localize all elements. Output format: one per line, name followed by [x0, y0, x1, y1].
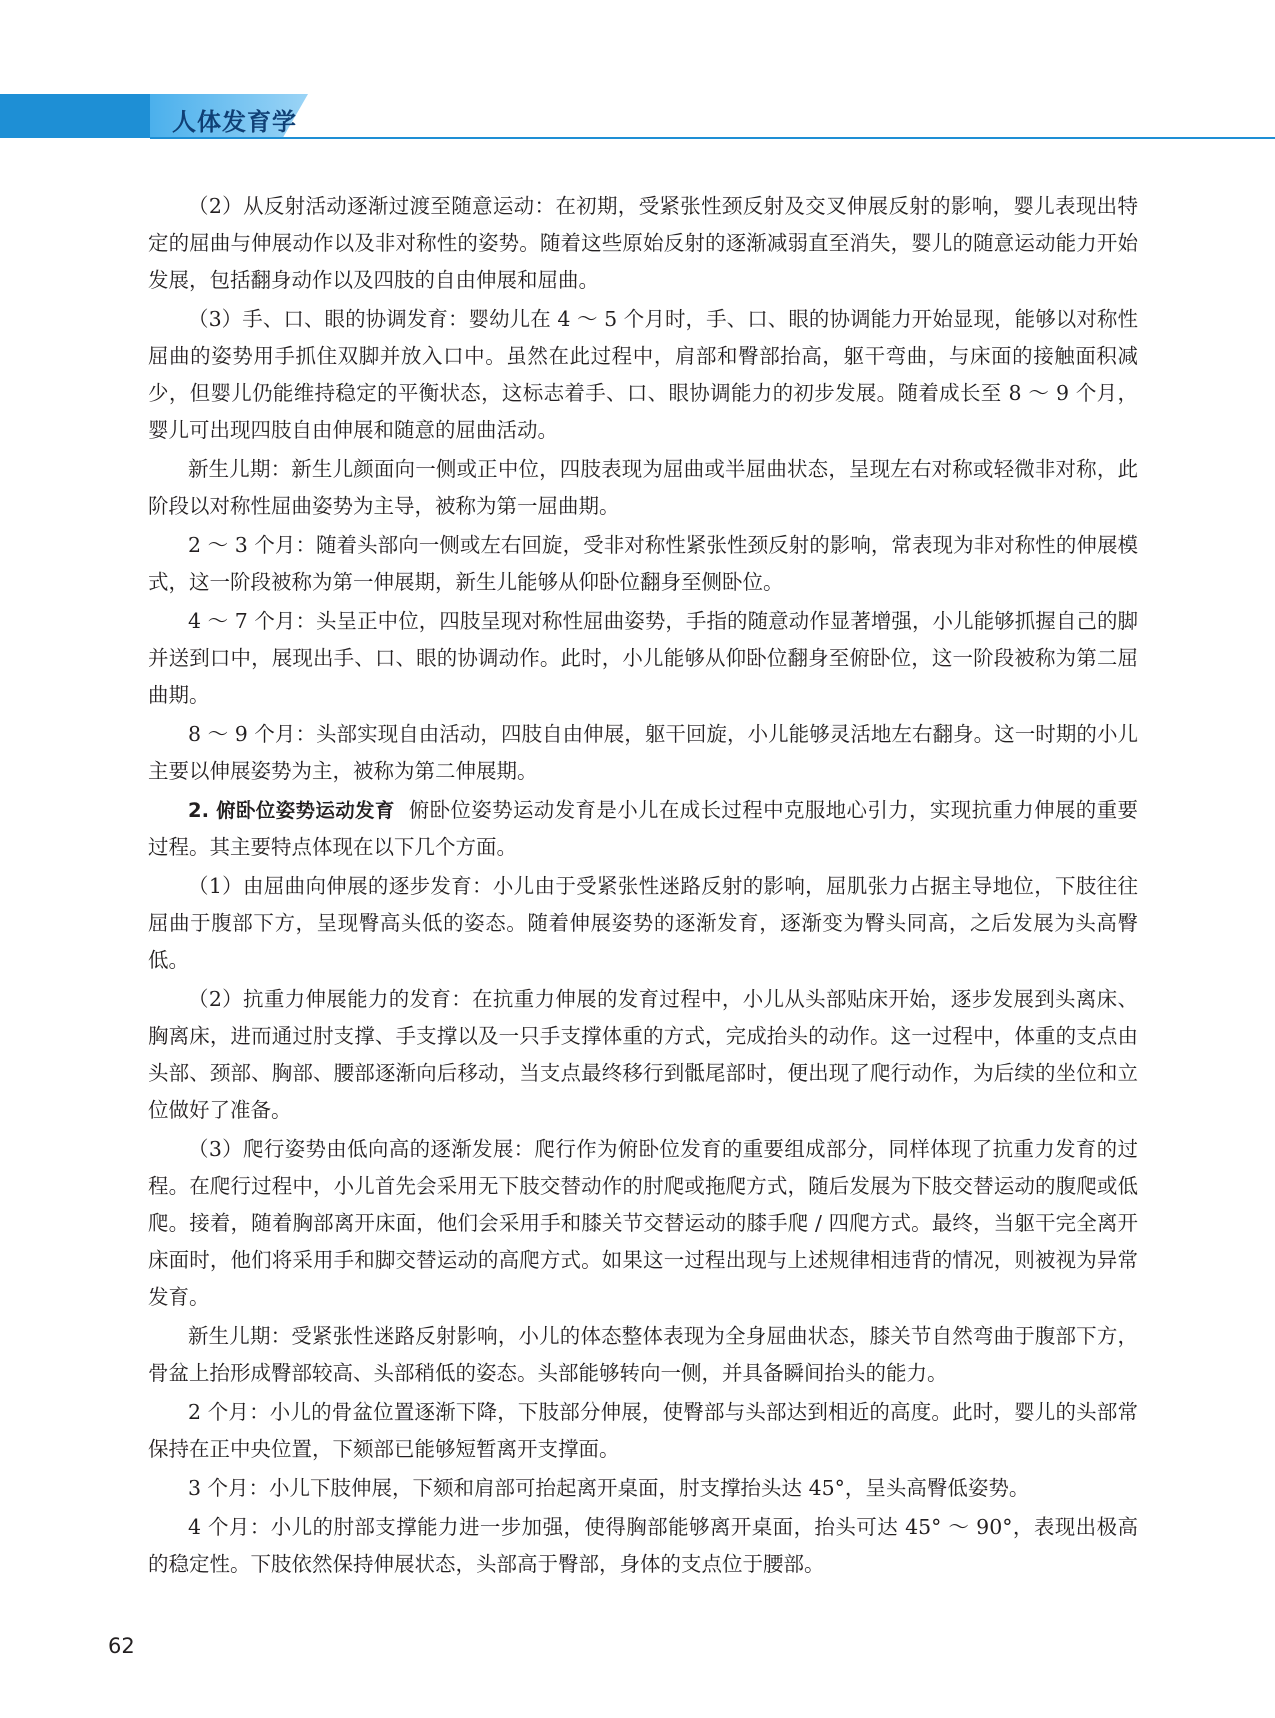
paragraph: （3）爬行姿势由低向高的逐渐发展：爬行作为俯卧位发育的重要组成部分，同样体现了抗重力发育的过程。在爬行过程中，小儿首先会采用无下肢交替动作的肘爬或拖爬方式，随后发展为下肢交替运动的腹爬或低爬。接着，随着胸部离开床面，他们会采用手和膝关节交替运动的膝手爬 / 四爬方式。最终，当躯干完全离开床面时，他们将采用手和脚交替运动的高爬方式。如果这一过程出现与上述规律相违背的情况，则被视为异常发育。: [148, 1137, 1138, 1309]
paragraph: （2）从反射活动逐渐过渡至随意运动：在初期，受紧张性颈反射及交叉伸展反射的影响，婴儿表现出特定的屈曲与伸展动作以及非对称性的姿势。随着这些原始反射的逐渐减弱直至消失，婴儿的随意运动能力开始发展，包括翻身动作以及四肢的自由伸展和屈曲。: [148, 194, 1138, 292]
section-intro: 俯卧位姿势运动发育是小儿在成长过程中克服地心引力，实现抗重力伸展的重要过程。其主要特点体现在以下几个方面。: [148, 798, 1139, 859]
header-color-bar: [0, 94, 150, 138]
paragraph: 4 个月：小儿的肘部支撑能力进一步加强，使得胸部能够离开桌面，抬头可达 45° ～ 90°，表现出极高的稳定性。下肢依然保持伸展状态，头部高于臀部，身体的支点位于腰部。: [148, 1515, 1138, 1576]
header-rule: [150, 137, 1275, 139]
paragraph: （3）手、口、眼的协调发育：婴幼儿在 4 ～ 5 个月时，手、口、眼的协调能力开始显现，能够以对称性屈曲的姿势用手抓住双脚并放入口中。虽然在此过程中，肩部和臀部抬高，躯干弯曲，与床面的接触面积减少，但婴儿仍能维持稳定的平衡状态，这标志着手、口、眼协调能力的初步发展。随着成长至 8 ～ 9 个月，婴儿可出现四肢自由伸展和随意的屈曲活动。: [148, 307, 1138, 442]
section-paragraph: [148, 792, 1138, 866]
page-number: 62: [108, 1634, 135, 1658]
paragraph: 2 ～ 3 个月：随着头部向一侧或左右回旋，受非对称性紧张性颈反射的影响，常表现为非对称性的伸展模式，这一阶段被称为第一伸展期，新生儿能够从仰卧位翻身至侧卧位。: [148, 533, 1138, 594]
paragraph: 8 ～ 9 个月：头部实现自由活动，四肢自由伸展，躯干回旋，小儿能够灵活地左右翻身。这一时期的小儿主要以伸展姿势为主，被称为第二伸展期。: [148, 722, 1138, 783]
paragraph: 新生儿期：新生儿颜面向一侧或正中位，四肢表现为屈曲或半屈曲状态，呈现左右对称或轻微非对称，此阶段以对称性屈曲姿势为主导，被称为第一屈曲期。: [148, 457, 1138, 518]
paragraph: （1）由屈曲向伸展的逐步发育：小儿由于受紧张性迷路反射的影响，屈肌张力占据主导地位，下肢往往屈曲于腹部下方，呈现臀高头低的姿态。随着伸展姿势的逐渐发育，逐渐变为臀头同高，之后发展为头高臀低。: [148, 874, 1138, 972]
running-header: [0, 0, 1275, 140]
section-heading: 2. 俯卧位姿势运动发育: [188, 799, 395, 822]
paragraph: 新生儿期：受紧张性迷路反射影响，小儿的体态整体表现为全身屈曲状态，膝关节自然弯曲于腹部下方，骨盆上抬形成臀部较高、头部稍低的姿态。头部能够转向一侧，并具备瞬间抬头的能力。: [148, 1324, 1138, 1385]
book-title: 人体发育学: [172, 108, 297, 136]
paragraph: 4 ～ 7 个月：头呈正中位，四肢呈现对称性屈曲姿势，手指的随意动作显著增强，小儿能够抓握自己的脚并送到口中，展现出手、口、眼的协调动作。此时，小儿能够从仰卧位翻身至俯卧位，这一阶段被称为第二屈曲期。: [148, 609, 1138, 707]
paragraph: 2 个月：小儿的骨盆位置逐渐下降，下肢部分伸展，使臀部与头部达到相近的高度。此时，婴儿的头部常保持在正中央位置，下颏部已能够短暂离开支撑面。: [148, 1400, 1138, 1461]
body-text: [148, 188, 1138, 1585]
paragraph: 3 个月：小儿下肢伸展，下颏和肩部可抬起离开桌面，肘支撑抬头达 45°，呈头高臀低姿势。: [188, 1476, 1030, 1500]
paragraph: （2）抗重力伸展能力的发育：在抗重力伸展的发育过程中，小儿从头部贴床开始，逐步发展到头离床、胸离床，进而通过肘支撑、手支撑以及一只手支撑体重的方式，完成抬头的动作。这一过程中，体重的支点由头部、颈部、胸部、腰部逐渐向后移动，当支点最终移行到骶尾部时，便出现了爬行动作，为后续的坐位和立位做好了准备。: [148, 987, 1138, 1122]
